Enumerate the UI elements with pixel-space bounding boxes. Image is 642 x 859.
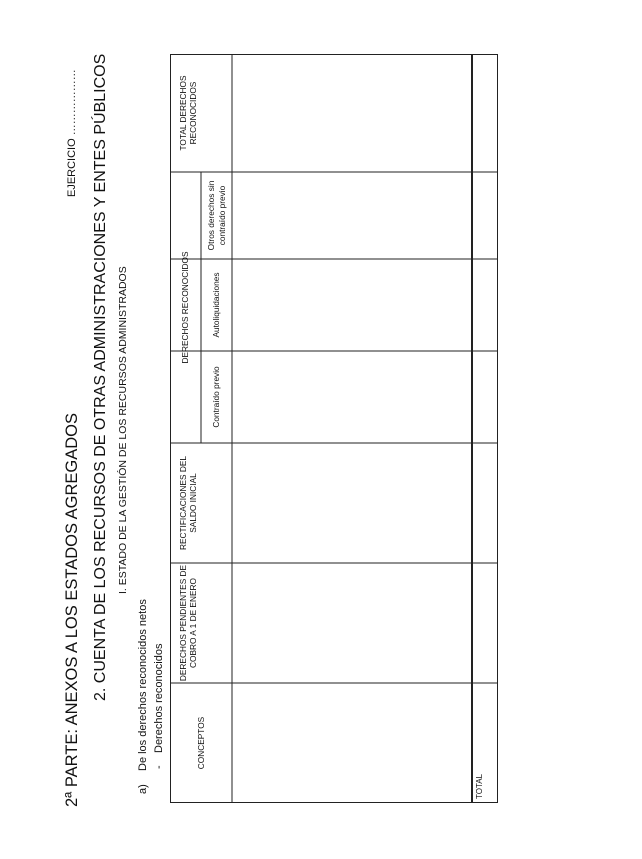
section-subtitle: Derechos reconocidos [153, 643, 165, 753]
statement-subtitle: I. ESTADO DE LA GESTIÓN DE LOS RECURSOS ADMINISTRADOS [117, 266, 129, 594]
section-letter: a) [137, 784, 149, 794]
section-title: De los derechos reconocidos netos [137, 599, 149, 771]
header-autoliquidaciones: Autoliquidaciones [211, 272, 222, 338]
header-otros-derechos: Otros derechos sin contraído previo [206, 180, 227, 251]
header-contraido-previo: Contraído previo [211, 366, 222, 428]
header-derechos-reconocidos: DERECHOS RECONOCIDOS [180, 251, 191, 364]
exercise-label: EJERCICIO ……………… [66, 69, 78, 197]
account-title: 2. CUENTA DE LOS RECURSOS DE OTRAS ADMINISTRACIONES Y ENTES PÚBLICOS [92, 53, 109, 701]
header-conceptos: CONCEPTOS [195, 716, 206, 770]
total-row-label: TOTAL [475, 773, 484, 799]
bullet-dash: - [153, 765, 165, 769]
part-heading: 2ª PARTE: ANEXOS A LOS ESTADOS AGREGADOS [63, 413, 81, 807]
header-rectificaciones: RECTIFICACIONES DEL SALDO INICIAL [178, 455, 199, 551]
header-total-derechos: TOTAL DERECHOS RECONOCIDOS [178, 75, 199, 151]
header-pendientes: DERECHOS PENDIENTES DE COBRO A 1 DE ENERO [178, 564, 199, 682]
rights-table [170, 54, 498, 803]
